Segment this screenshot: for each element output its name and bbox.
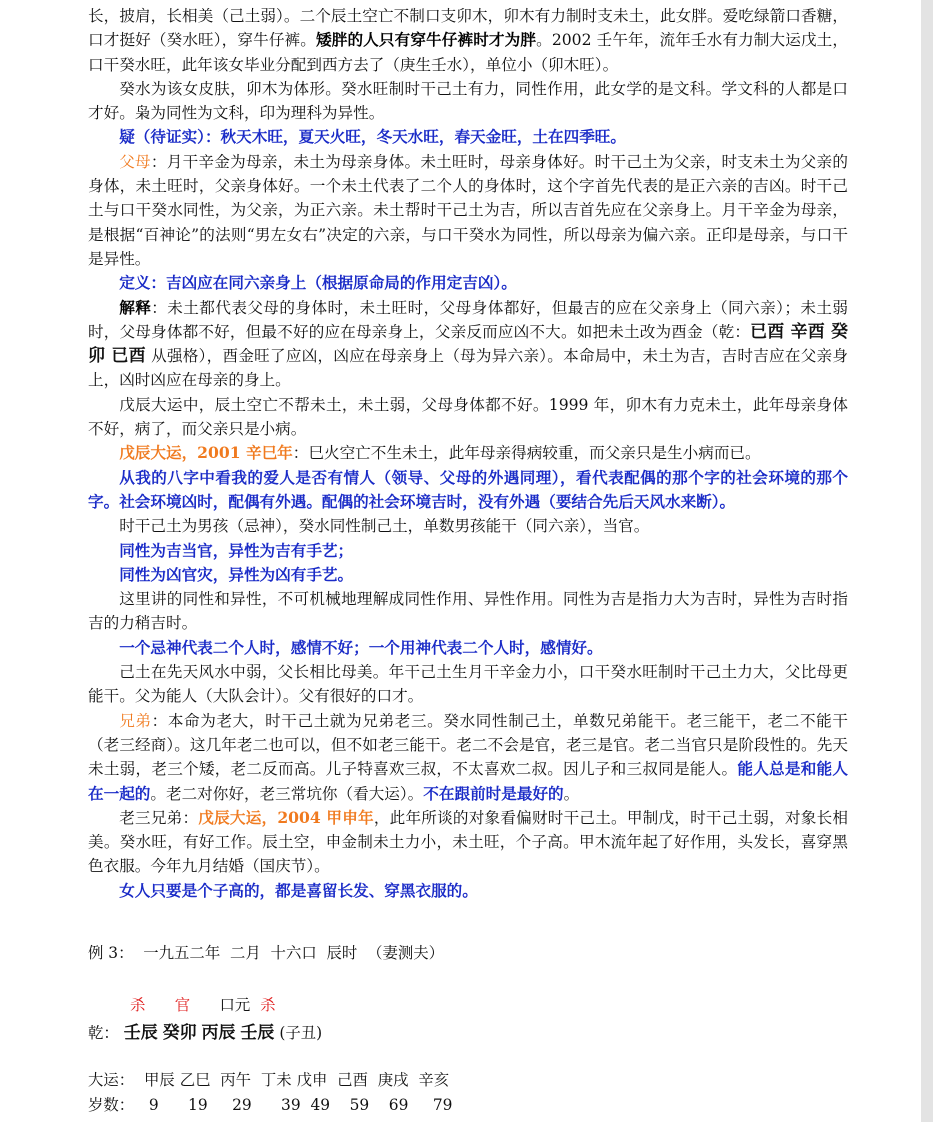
right-margin-bar bbox=[921, 0, 933, 1122]
paragraph-parents: 父母：月干辛金为母亲，未土为母亲身体。未土旺时，母亲身体好。时干己土为父亲，时支未土为父亲的身体，未土旺时，父亲身体好。一个未土代表了二个人的身体时，这个字首先代表的是正六亲的吉凶。时干己土与口干癸水同性，为父亲，为正六亲。未土帮时干己土为吉，所以吉首先应在父亲身上。月干辛金为母亲，是根据“百神论”的法则“男左女右”决定的六亲，与口干癸水为同性，所以母亲为偏六亲。正印是母亲，与口干是异性。 bbox=[88, 152, 848, 268]
pillar: 癸卯 bbox=[162, 1023, 197, 1043]
age-item: 49 bbox=[310, 1096, 331, 1114]
highlight-paragraph: 女人只要是个子高的，都是喜留长发、穿黑衣服的。 bbox=[119, 880, 478, 900]
age-item: 39 bbox=[281, 1096, 301, 1114]
god-label: 杀 bbox=[130, 996, 146, 1014]
dayun-label: 大运： bbox=[88, 1071, 135, 1089]
paragraph: 癸水为该女皮肤，卯木为体形。癸水旺制时干己土有力，同性作用，此女学的是文科。学文科的人都是口才好。枭为同性为文科，印为理科为异性。 bbox=[88, 79, 848, 123]
age-item: 69 bbox=[388, 1096, 409, 1114]
paragraph-explanation: 解释：未土都代表父母的身体时，未土旺时，父母身体都好，但最吉的应在父亲身上（同六亲）；未土弱时，父母身体都不好，但最不好的应在母亲身上，父亲反而应凶不大。如把未土改为酉金（乾：已酉 辛酉 癸卯 已酉 从强格），酉金旺了应凶，凶应在母亲身上（母为异六亲）。本命局中，未土为吉，吉时吉应在父亲身上，凶时凶应在母亲的身上。 bbox=[88, 297, 848, 390]
highlight-paragraph: 同性为吉当官，异性为吉有手艺； bbox=[119, 540, 354, 560]
highlight-paragraph: 从我的八字中看我的爱人是否有情人（领导、父母的外遇同理），看代表配偶的那个字的社会环境的那个字。社会环境凶时，配偶有外遇。配偶的社会环境吉时，没有外遇（要结合先后天风水来断）。 bbox=[88, 467, 848, 511]
definition-paragraph: 定义：吉凶应在同六亲身上（根据原命局的作用定吉凶）。 bbox=[119, 273, 517, 293]
example-title: 例 3： 一九五二年 二月 十六口 辰时 （妻测夫） bbox=[88, 944, 445, 962]
god-label: 口元 bbox=[219, 996, 251, 1014]
age-item: 9 bbox=[148, 1096, 159, 1114]
paragraph: 戊辰大运，2001 辛巳年：巳火空亡不生未土，此年母亲得病较重，而父亲只是生小病而已。 bbox=[119, 443, 761, 463]
section-label: 戊辰大运，2004 甲申年 bbox=[198, 807, 374, 827]
kongwang-note: (子丑) bbox=[279, 1024, 323, 1042]
section-label: 父母 bbox=[119, 152, 151, 171]
dayun-item: 庚戌 bbox=[377, 1071, 409, 1089]
section-label: 解释 bbox=[119, 297, 152, 317]
dayun-item: 丙午 bbox=[220, 1071, 252, 1089]
highlight-paragraph: 疑（待证实）：秋天木旺，夏天火旺，冬天水旺，春天金旺，土在四季旺。 bbox=[119, 127, 626, 147]
age-item: 79 bbox=[432, 1096, 453, 1114]
paragraph: 己土在先天风水中弱，父长相比母美。年干己土生月干辛金力小，口干癸水旺制时干己土力大，父比母更能干。父为能人（大队会计）。父有很好的口才。 bbox=[88, 663, 848, 706]
pillar-inline: 已酉 辛酉 癸卯 已酉 bbox=[88, 321, 848, 367]
paragraph: 这里讲的同性和异性，不可机械地理解成同性作用、异性作用。同性为吉是指力大为吉时，异性为吉时指吉的力稍吉时。 bbox=[88, 590, 848, 633]
dayun-row bbox=[88, 1068, 449, 1090]
god-label: 杀 bbox=[260, 996, 276, 1014]
pillar: 壬辰 bbox=[240, 1023, 275, 1043]
dayun-item: 乙巳 bbox=[179, 1071, 211, 1089]
dayun-item: 辛亥 bbox=[418, 1071, 450, 1089]
dayun-item: 戊申 bbox=[296, 1071, 328, 1089]
section-label: 兄弟 bbox=[119, 711, 152, 730]
dayun-item: 甲辰 bbox=[143, 1071, 175, 1089]
pillars-row bbox=[88, 1018, 322, 1043]
paragraph: 长，披肩，长相美（己土弱）。二个辰土空亡不制口支卯木，卯木有力制时支未土，此女胖。爱吃绿箭口香糖，口才挺好（癸水旺），穿牛仔裤。矮胖的人只有穿牛仔裤时才为胖。2002 壬午年，流年壬水有力制大运戊土，口干癸水旺，此年该女毕业分配到西方去了（庚生壬水），单位小（卯木旺）。 bbox=[88, 7, 848, 74]
paragraph: 时干己土为男孩（忌神），癸水同性制己土，单数男孩能干（同六亲），当官。 bbox=[119, 517, 650, 536]
qian-label: 乾： bbox=[88, 1024, 119, 1042]
dayun-item: 己酉 bbox=[337, 1071, 368, 1089]
dayun-item: 丁未 bbox=[260, 1071, 292, 1089]
paragraph: 戊辰大运中，辰土空亡不帮未土，未土弱，父母身体都不好。1999 年，卯木有力克未土，此年母亲身体不好，病了，而父亲只是小病。 bbox=[88, 395, 848, 439]
ten-gods-row bbox=[130, 993, 276, 1015]
paragraph-siblings: 兄弟：本命为老大，时干己土就为兄弟老三。癸水同性制己土，单数兄弟能干。老三能干，老二不能干（老三经商）。这几年老二也可以，但不如老三能干。老二不会是官，老三是官。老二当官只是阶段性的。先天未土弱，老三个矮，老二反而高。儿子特喜欢三叔，不太喜欢二叔。因儿子和三叔同是能人。能人总是和能人在一起的。老二对你好，老三常坑你（看大运）。不在跟前时是最好的。 bbox=[88, 711, 848, 803]
section-label: 戊辰大运，2001 辛巳年 bbox=[119, 443, 293, 463]
document-body bbox=[88, 4, 848, 903]
highlight-paragraph: 同性为凶官灾，异性为凶有手艺。 bbox=[119, 564, 354, 584]
bold-phrase: 矮胖的人只有穿牛仔裤时才为胖 bbox=[316, 30, 537, 50]
age-item: 29 bbox=[232, 1096, 252, 1114]
paragraph: 老三兄弟：戊辰大运，2004 甲申年，此年所谈的对象看偏财时干己土。甲制戊，时干己土弱，对象长相美。癸水旺，有好工作。辰土空，申金制未土力小，未土旺，个子高。甲木流年起了好作用，头发长，喜穿黑色衣服。今年九月结婚（国庆节）。 bbox=[88, 807, 848, 876]
age-label: 岁数： bbox=[88, 1096, 135, 1114]
age-item: 19 bbox=[188, 1096, 208, 1114]
highlight-paragraph: 一个忌神代表二个人时，感情不好；一个用神代表二个人时，感情好。 bbox=[119, 637, 603, 657]
pillar: 壬辰 bbox=[123, 1023, 158, 1043]
pillar: 丙辰 bbox=[201, 1023, 236, 1043]
age-row bbox=[88, 1093, 452, 1115]
god-label: 官 bbox=[174, 996, 191, 1014]
age-item: 59 bbox=[349, 1096, 370, 1114]
